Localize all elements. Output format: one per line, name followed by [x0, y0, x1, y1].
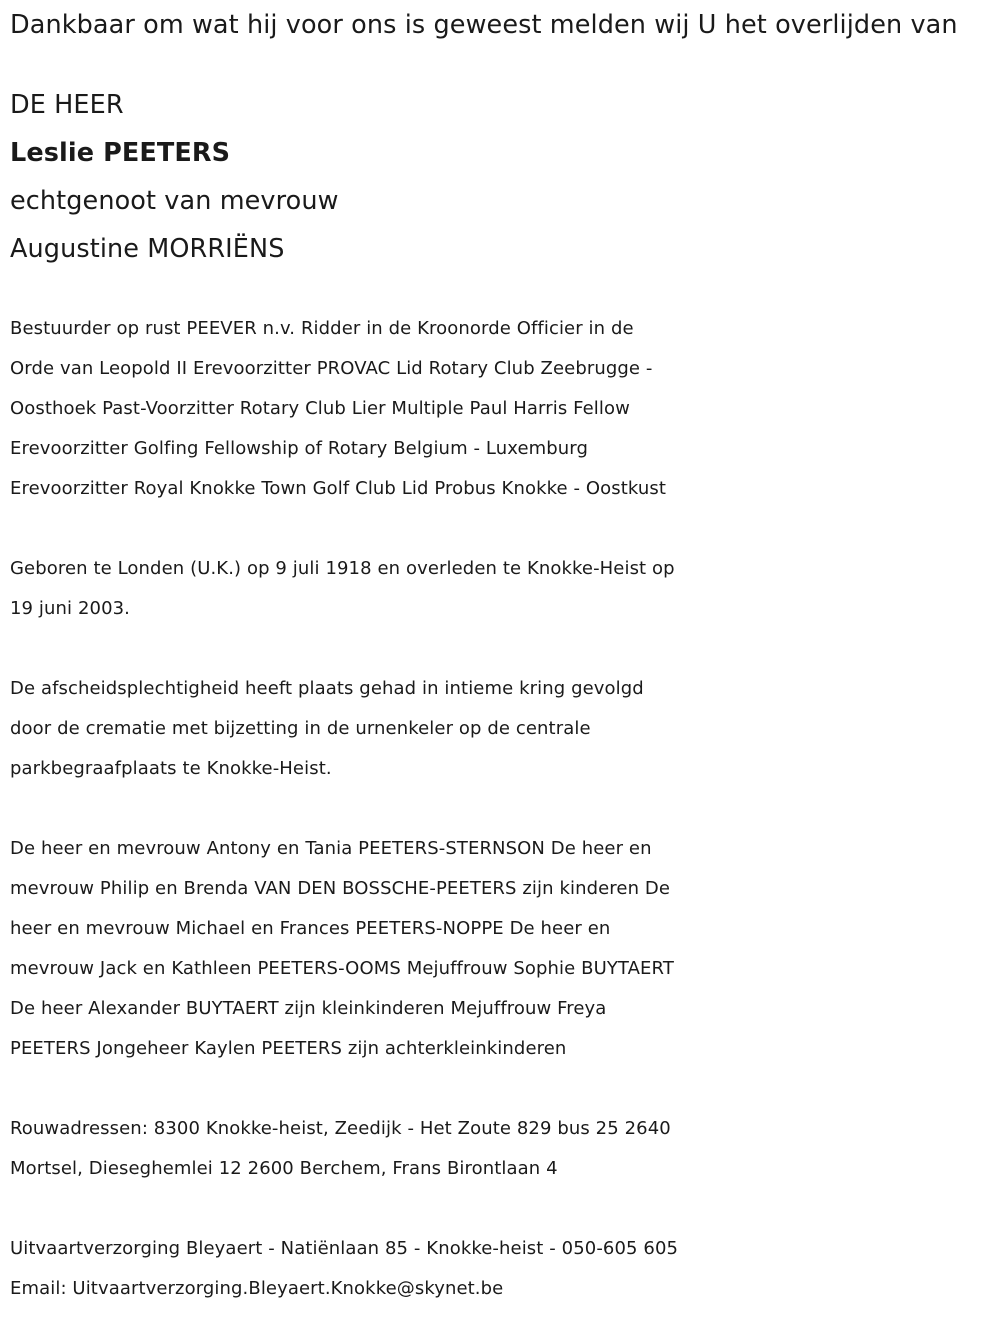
- birth-death-line: Geboren te Londen (U.K.) op 9 juli 1918 en overleden te Knokke-Heist op: [10, 558, 675, 579]
- funeral-home-line: Uitvaartverzorging Bleyaert - Natiënlaan 85 - Knokke-heist - 050-605 605: [10, 1238, 679, 1259]
- ceremony-line: door de crematie met bijzetting in de urnenkeler op de centrale: [10, 718, 591, 739]
- titles-paragraph: [10, 309, 995, 509]
- family-line: heer en mevrouw Michael en Frances PEETERS-NOPPE De heer en: [10, 918, 611, 939]
- address-line: Rouwadressen: 8300 Knokke-heist, Zeedijk - Het Zoute 829 bus 25 2640: [10, 1118, 671, 1139]
- birth-death-paragraph: [10, 549, 995, 629]
- ceremony-line: De afscheidsplechtigheid heeft plaats gehad in intieme kring gevolgd: [10, 678, 644, 699]
- honorific: DE HEER: [10, 90, 124, 120]
- spouse-name: Augustine MORRIËNS: [10, 234, 285, 264]
- ceremony-line: parkbegraafplaats te Knokke-Heist.: [10, 758, 332, 779]
- intro-text: Dankbaar om wat hij voor ons is geweest melden wij U het overlijden van: [10, 10, 958, 40]
- titles-line: Oosthoek Past-Voorzitter Rotary Club Lier Multiple Paul Harris Fellow: [10, 398, 630, 419]
- deceased-name: Leslie PEETERS: [10, 138, 231, 168]
- addresses-paragraph: [10, 1109, 995, 1189]
- family-line: PEETERS Jongeheer Kaylen PEETERS zijn achterkleinkinderen: [10, 1038, 567, 1059]
- titles-line: Bestuurder op rust PEEVER n.v. Ridder in de Kroonorde Officier in de: [10, 318, 634, 339]
- address-line: Mortsel, Dieseghemlei 12 2600 Berchem, Frans Birontlaan 4: [10, 1158, 558, 1179]
- birth-death-line: 19 juni 2003.: [10, 598, 130, 619]
- family-line: De heer Alexander BUYTAERT zijn kleinkinderen Mejuffrouw Freya: [10, 998, 607, 1019]
- funeral-home-paragraph: [10, 1229, 995, 1309]
- titles-line: Erevoorzitter Royal Knokke Town Golf Club Lid Probus Knokke - Oostkust: [10, 478, 667, 499]
- spouse-intro: echtgenoot van mevrouw: [10, 186, 339, 216]
- titles-line: Erevoorzitter Golfing Fellowship of Rotary Belgium - Luxemburg: [10, 438, 589, 459]
- funeral-home-email: Email: Uitvaartverzorging.Bleyaert.Knokke@skynet.be: [10, 1278, 504, 1299]
- titles-line: Orde van Leopold II Erevoorzitter PROVAC Lid Rotary Club Zeebrugge -: [10, 358, 653, 379]
- ceremony-paragraph: [10, 669, 995, 789]
- family-line: mevrouw Jack en Kathleen PEETERS-OOMS Mejuffrouw Sophie BUYTAERT: [10, 958, 674, 979]
- family-line: De heer en mevrouw Antony en Tania PEETERS-STERNSON De heer en: [10, 838, 652, 859]
- family-paragraph: [10, 829, 995, 1069]
- family-line: mevrouw Philip en Brenda VAN DEN BOSSCHE-PEETERS zijn kinderen De: [10, 878, 671, 899]
